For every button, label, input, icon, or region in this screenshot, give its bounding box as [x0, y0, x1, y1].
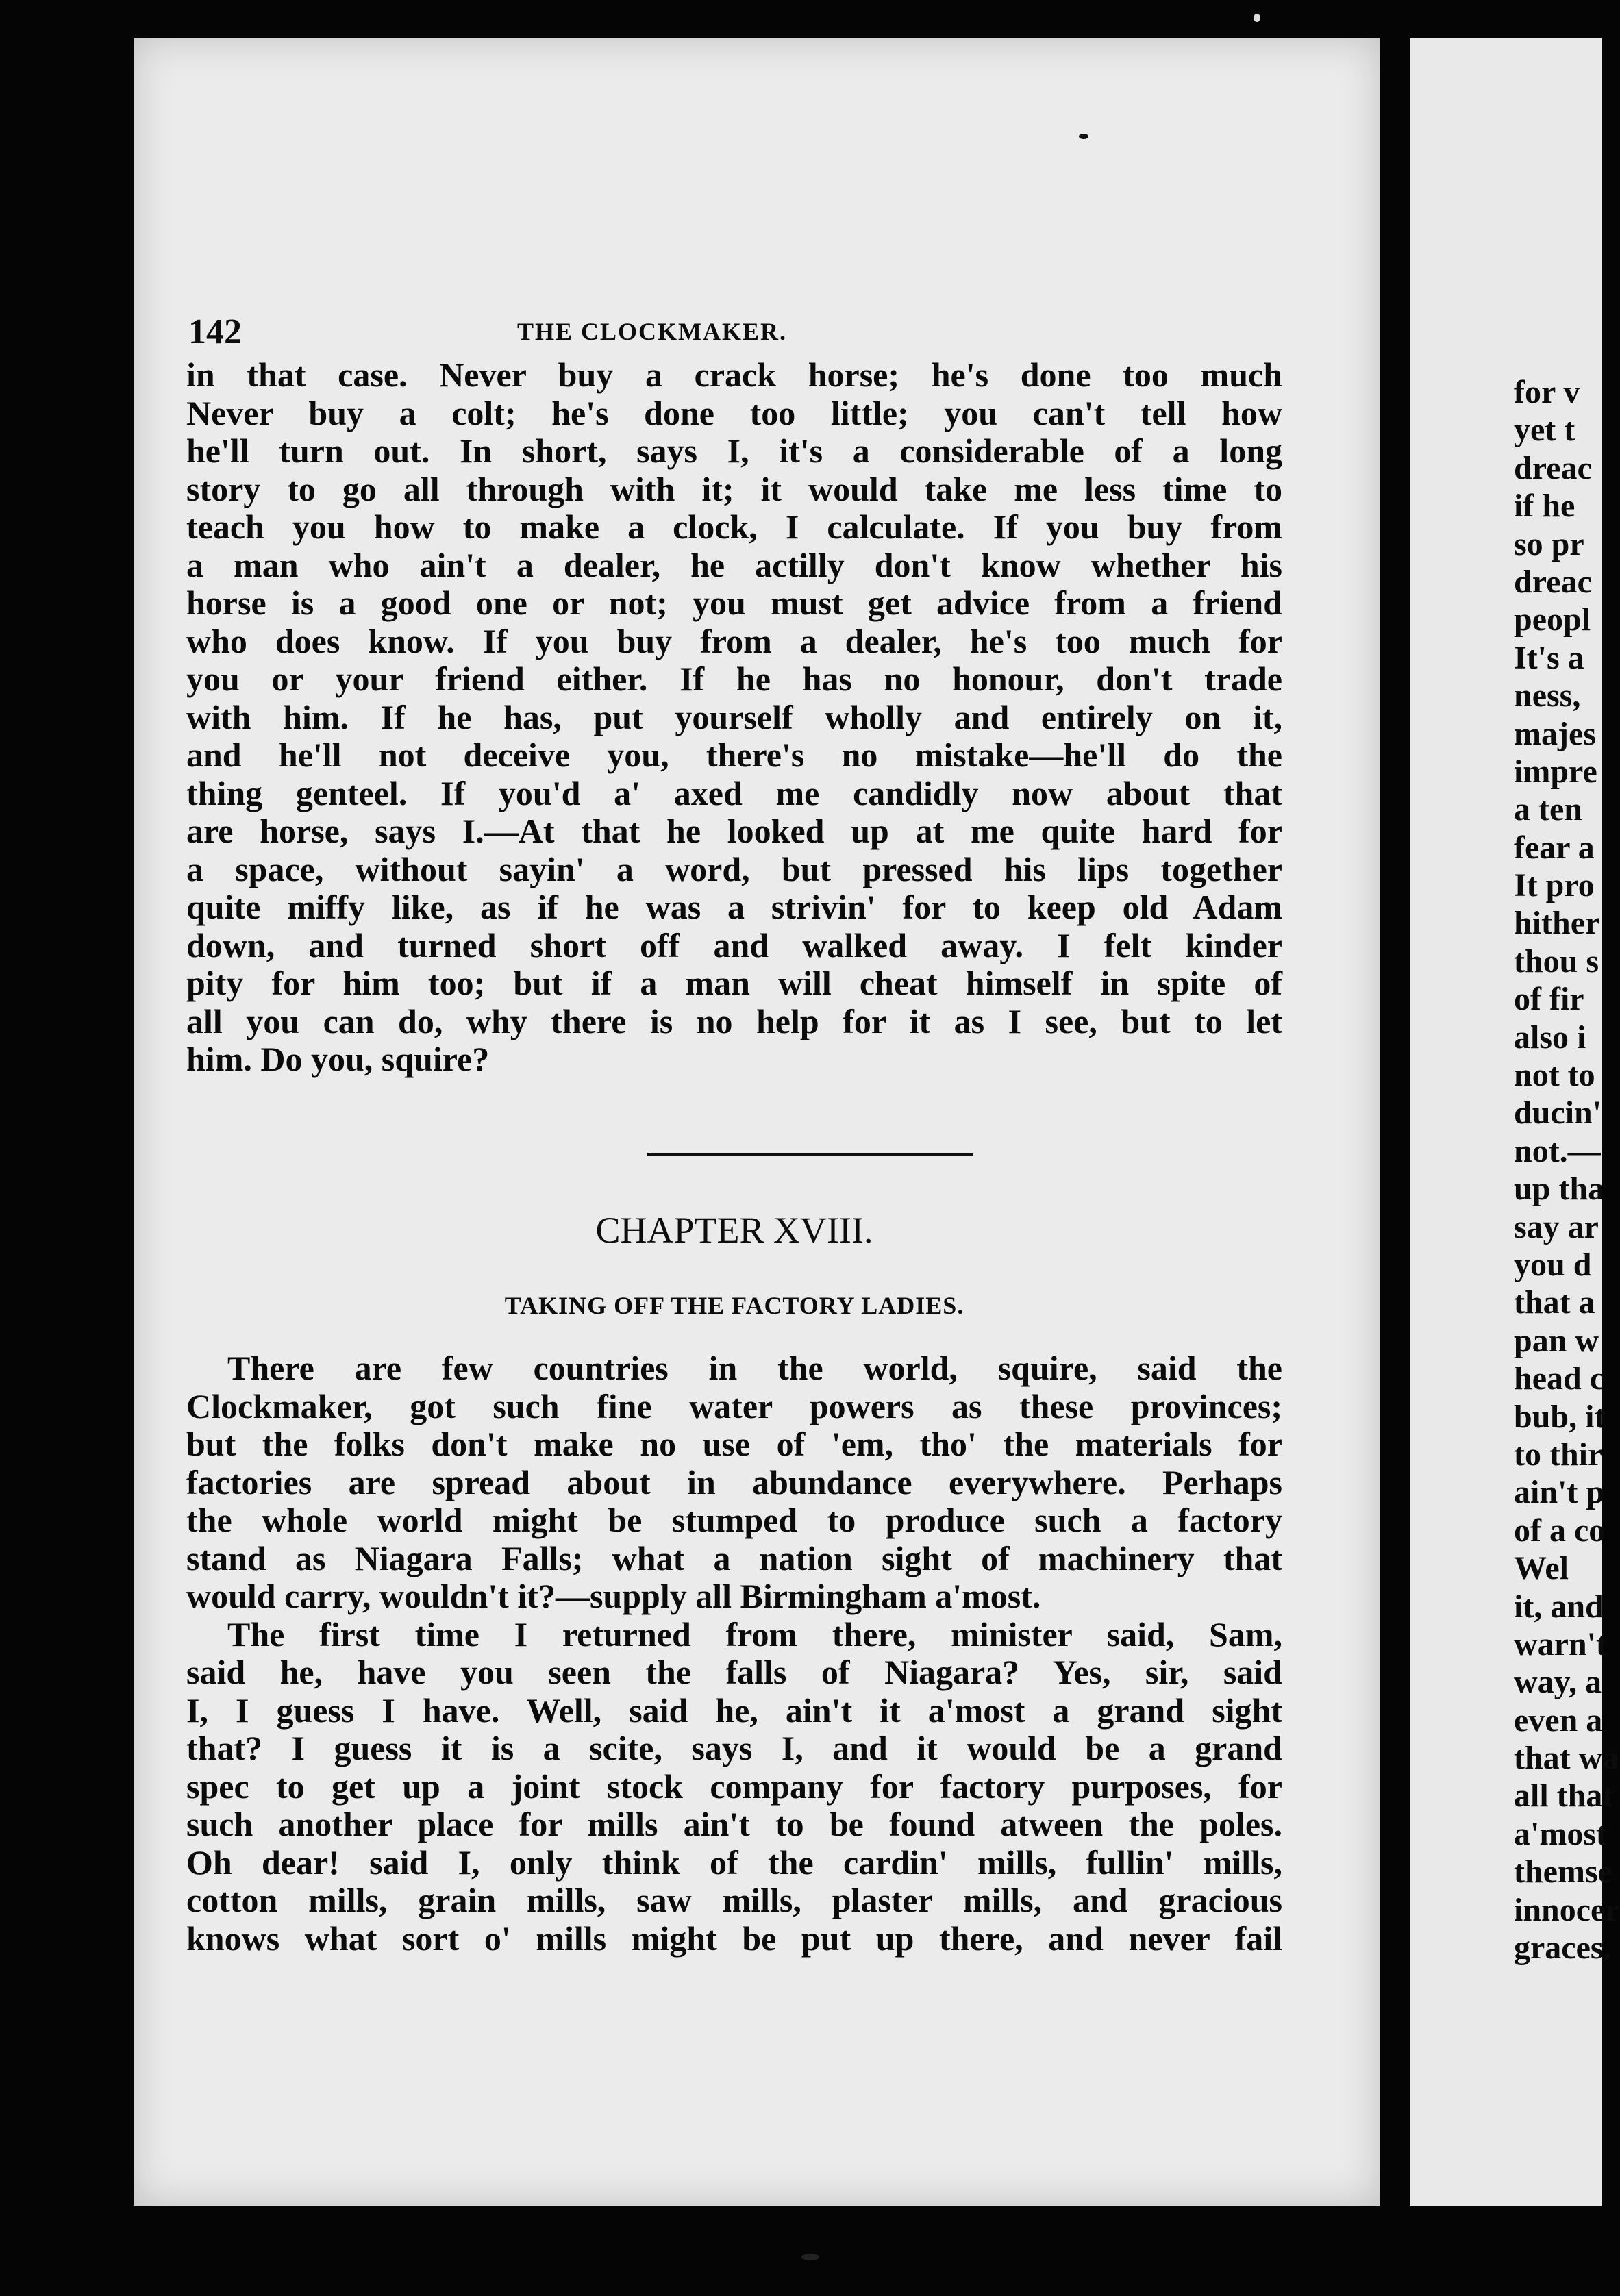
text-line: spec to get up a joint stock company for factory purposes, for — [186, 1767, 1282, 1806]
right-page-line: thou s — [1514, 943, 1599, 979]
text-line: down, and turned short off and walked away. I felt kinder — [186, 925, 1282, 964]
right-page-line: majes — [1514, 715, 1596, 752]
right-page-line: say ar — [1514, 1208, 1599, 1245]
text-line: Oh dear! said I, only think of the cardin' mills, fullin' mills, — [186, 1843, 1282, 1882]
page-header — [188, 312, 1278, 353]
text-line: thing genteel. If you'd a' axed me candidly now about that — [186, 773, 1282, 812]
right-page-line: bub, it — [1514, 1398, 1606, 1435]
text-line: teach you how to make a clock, I calculate. If you buy from — [186, 508, 1282, 546]
text-line: such another place for mills ain't to be found atween the poles. — [186, 1805, 1282, 1843]
right-page-line: a ten — [1514, 791, 1582, 828]
text-line: a man who ain't a dealer, he actilly don't know whether his — [186, 545, 1282, 584]
right-page-line: pan w — [1514, 1322, 1599, 1359]
right-page-line: dreac — [1514, 449, 1592, 486]
right-page-line: Wel — [1514, 1550, 1569, 1587]
text-line: are horse, says I.—At that he looked up at me quite hard for — [186, 812, 1282, 850]
text-line: all you can do, why there is no help for it as I see, but to let — [186, 1001, 1282, 1040]
text-line: Never buy a colt; he's done too little; you can't tell how — [186, 393, 1282, 432]
text-line: quite miffy like, as if he was a strivin' for to keep old Adam — [186, 888, 1282, 926]
right-page-line: warn't — [1514, 1625, 1607, 1662]
right-page-line: themse — [1514, 1854, 1612, 1891]
right-page-line: impre — [1514, 753, 1597, 790]
section-divider — [647, 1153, 973, 1156]
right-page-line: It pro — [1514, 867, 1595, 904]
text-line: him. Do you, squire? — [186, 1040, 490, 1078]
text-line: I, I guess I have. Well, said he, ain't it a'most a grand sight — [186, 1690, 1282, 1730]
text-line: cotton mills, grain mills, saw mills, plaster mills, and gracious — [186, 1881, 1282, 1919]
text-line: but the folks don't make no use of 'em, tho' the materials for — [186, 1425, 1282, 1463]
text-line: factories are spread about in abundance everywhere. Perhaps — [186, 1462, 1282, 1501]
text-line: a space, without sayin' a word, but pressed his lips together — [186, 849, 1282, 888]
right-page-line: not.— — [1514, 1132, 1601, 1169]
right-page-line: a'most — [1514, 1815, 1607, 1852]
right-page-line: fear a — [1514, 829, 1595, 866]
right-page-line: all that — [1514, 1777, 1614, 1814]
right-page-line: of a co — [1514, 1512, 1606, 1549]
text-line: There are few countries in the world, squire, said the — [227, 1349, 1282, 1387]
right-page-line: peopl — [1514, 601, 1591, 638]
right-page-line: way, a — [1514, 1664, 1602, 1701]
running-head: THE CLOCKMAKER. — [517, 318, 788, 345]
text-line: you or your friend either. If he has no honour, don't trade — [186, 660, 1282, 698]
text-line: and he'll not deceive you, there's no mistake—he'll do the — [186, 736, 1282, 774]
text-line: the whole world might be stumped to produce such a factory — [186, 1501, 1282, 1539]
text-line: horse is a good one or not; you must get advice from a friend — [186, 584, 1282, 622]
right-page-line: dreac — [1514, 563, 1592, 600]
right-page-line: of fir — [1514, 981, 1584, 1018]
text-line: in that case. Never buy a crack horse; he's done too much — [186, 355, 1282, 394]
right-page-line: It's a — [1514, 639, 1584, 676]
right-page-line: so pr — [1514, 525, 1584, 562]
right-page-line: if he — [1514, 488, 1575, 525]
right-page-line: up tha — [1514, 1171, 1605, 1208]
text-line: said he, have you seen the falls of Niagara? Yes, sir, said — [186, 1653, 1282, 1691]
right-page-line: for v — [1514, 374, 1580, 410]
text-line: with him. If he has, put yourself wholly and entirely on it, — [186, 697, 1282, 736]
text-line: pity for him too; but if a man will cheat himself in spite of — [186, 964, 1282, 1002]
text-line: he'll turn out. In short, says I, it's a considerable of a long — [186, 432, 1282, 470]
text-line: The first time I returned from there, minister said, Sam, — [227, 1614, 1282, 1654]
text-line: that? I guess it is a scite, says I, and it would be a grand — [186, 1729, 1282, 1767]
right-page-line: ain't p — [1514, 1474, 1605, 1511]
chapter-title: CHAPTER XVIII. — [595, 1210, 873, 1251]
right-page-line: graces. — [1514, 1930, 1612, 1967]
right-page-line: head c — [1514, 1360, 1604, 1397]
text-line: who does know. If you buy from a dealer, he's too much for — [186, 621, 1282, 660]
right-page-line: hither — [1514, 905, 1600, 942]
right-page-line: ducin' — [1514, 1095, 1602, 1132]
text-block-continued — [186, 356, 1282, 1079]
speck — [1079, 134, 1088, 139]
text-line: would carry, wouldn't it?—supply all Birmingham a'most. — [186, 1577, 1041, 1615]
text-line: knows what sort o' mills might be put up there, and never fail — [186, 1919, 1282, 1958]
text-line: Clockmaker, got such fine water powers as these provinces; — [186, 1386, 1282, 1425]
right-page-line: even a — [1514, 1701, 1603, 1738]
right-page-line: ness, — [1514, 677, 1581, 714]
right-page-line: not to — [1514, 1057, 1595, 1094]
right-page-line: it, and — [1514, 1588, 1604, 1625]
text-line: stand as Niagara Falls; what a nation sight of machinery that — [186, 1538, 1282, 1577]
right-page-line: yet t — [1514, 412, 1575, 449]
right-page-line: you d — [1514, 1246, 1592, 1283]
speck — [1254, 14, 1260, 22]
right-page-text — [1514, 373, 1620, 1967]
right-page-line: also i — [1514, 1019, 1586, 1056]
text-block-chapter — [186, 1349, 1282, 1958]
text-line: story to go all through with it; it would take me less time to — [186, 469, 1282, 508]
right-page-line: innocer — [1514, 1891, 1620, 1928]
chapter-subtitle: TAKING OFF THE FACTORY LADIES. — [504, 1292, 964, 1319]
right-page-line: to thir — [1514, 1436, 1603, 1473]
speck — [801, 2254, 819, 2260]
right-page-line: that a — [1514, 1284, 1595, 1321]
page-number: 142 — [188, 312, 242, 351]
right-page-line: that wa — [1514, 1740, 1619, 1777]
